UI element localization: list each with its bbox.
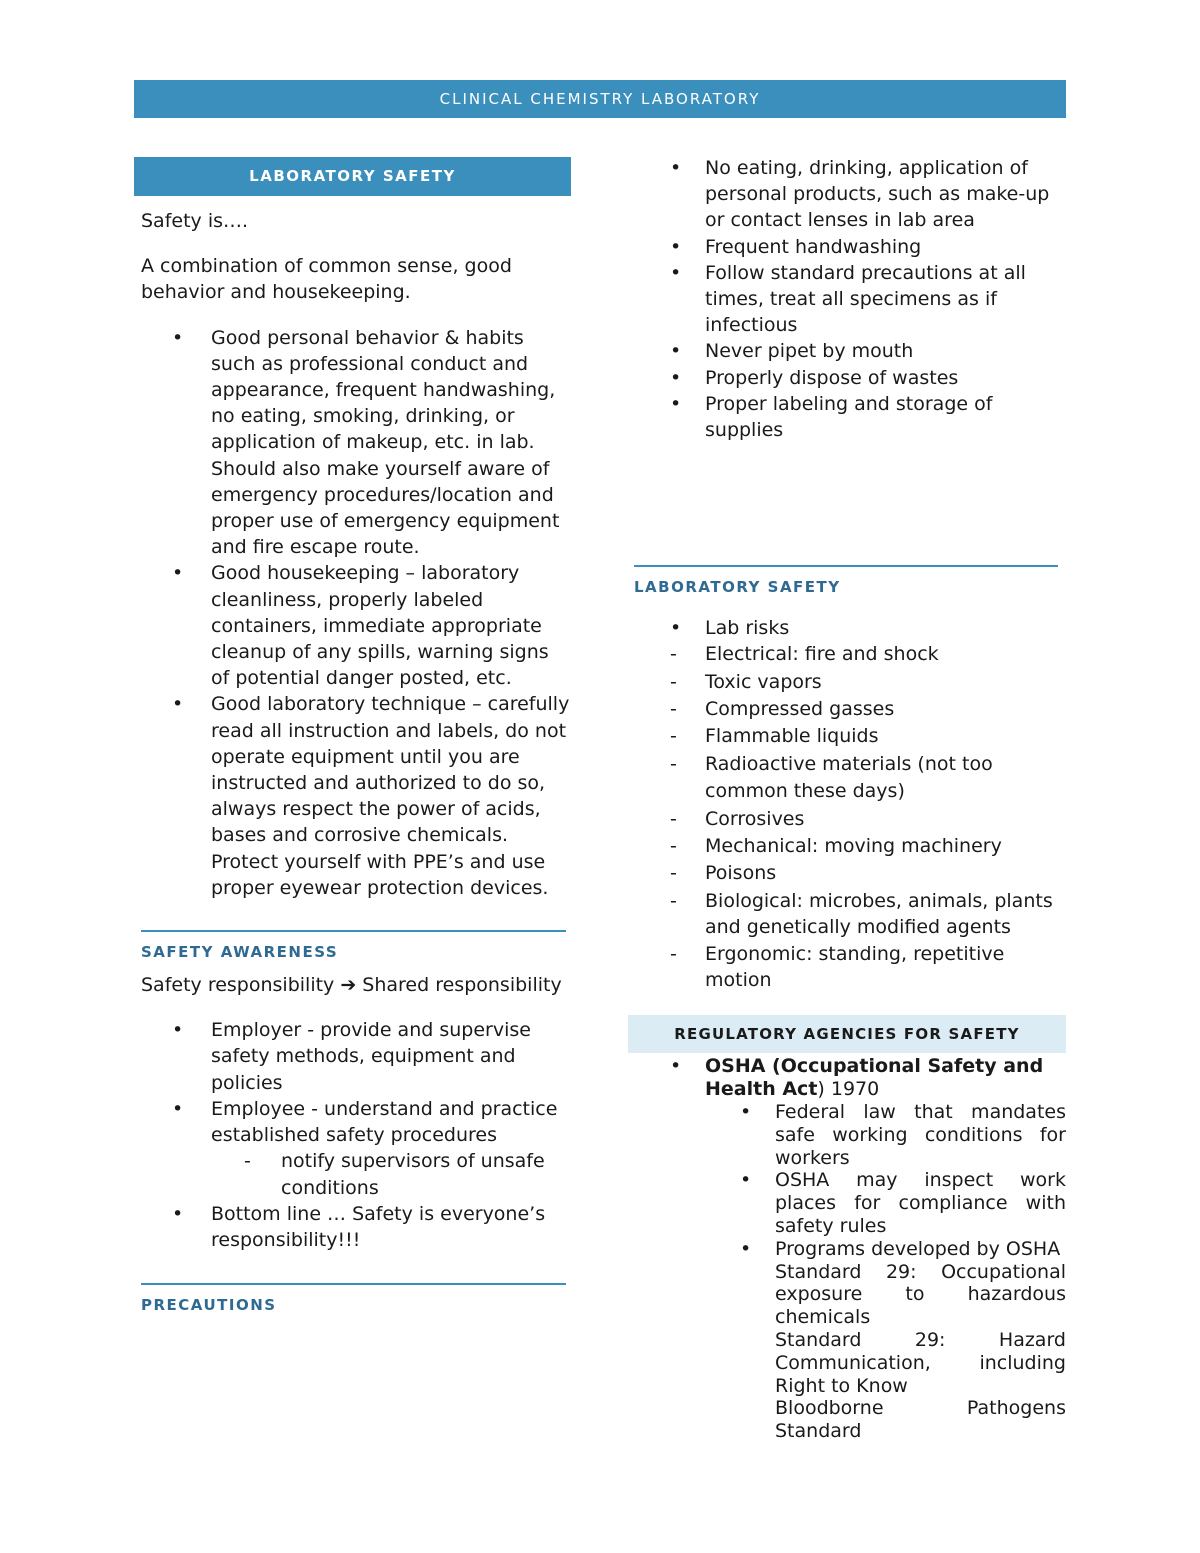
section-heading-laboratory-safety: LABORATORY SAFETY — [134, 157, 571, 196]
bullet-icon: • — [670, 392, 682, 415]
list-item: - Mechanical: moving machinery — [628, 833, 1066, 860]
bullet-icon: • — [740, 1101, 752, 1124]
bullet-icon: • — [670, 340, 682, 363]
list-item: • Properly dispose of wastes — [634, 365, 1066, 391]
list-item: • Never pipet by mouth — [634, 338, 1066, 364]
regulatory-list — [628, 1055, 1066, 1443]
list-item: • Good housekeeping – laboratory cleanliness, properly labeled containers, immediate appropriate cleanup of any spills, warning signs of potential danger posted, etc. — [172, 562, 549, 690]
intro-text: Safety responsibility ➔ Shared responsibility — [141, 974, 562, 997]
left-column — [134, 157, 571, 1322]
risk-list — [628, 615, 1066, 993]
standard-item: Bloodborne Pathogens Standard — [775, 1397, 1066, 1443]
list-item: • Federal law that mandates safe working conditions for workers — [740, 1101, 1066, 1169]
list-item: • Good personal behavior & habits such as professional conduct and appearance, frequent handwashing, no eating, smoking, drinking, or application of makeup, etc. in lab. Should also make yourself aware of emergency procedures/location and proper use of emergency equipment and fire escape route. — [172, 326, 560, 559]
list-item: - Electrical: fire and shock — [628, 641, 1066, 668]
document-banner: CLINICAL CHEMISTRY LABORATORY — [134, 80, 1066, 118]
dash-icon: - — [670, 807, 677, 830]
dash-icon: - — [244, 1150, 251, 1173]
bullet-icon: • — [670, 617, 682, 639]
bullet-icon: • — [670, 157, 682, 179]
dash-icon: - — [670, 942, 677, 965]
bullet-icon: • — [172, 562, 184, 585]
list-item: • Good laboratory technique – carefully read all instruction and labels, do not operate equipment until you are instructed and authorized to do so, always respect the power of acids, bases and corrosive chemicals. Protect yourself with PPE’s and use proper eyewear protection devices. — [172, 693, 570, 899]
bullet-icon: • — [740, 1237, 752, 1260]
list-item: • Follow standard precautions at all times, treat all specimens as if infectious — [670, 261, 1026, 337]
bullet-icon: • — [172, 693, 184, 716]
list-item: - Biological: microbes, animals, plants and genetically modified agents — [670, 889, 1053, 939]
dash-icon: - — [670, 752, 677, 775]
section-heading-precautions: PRECAUTIONS — [141, 1283, 566, 1322]
bullet-icon: • — [172, 326, 184, 349]
right-column-lab-safety — [628, 565, 1066, 1443]
bullet-icon: • — [172, 1202, 184, 1225]
list-item: - notify supervisors of unsafe conditions — [244, 1150, 545, 1199]
list-item: • Frequent handwashing — [634, 234, 1066, 260]
list-item: - Corrosives — [628, 806, 1066, 833]
intro-text: A combination of common sense, good behavior and housekeeping. — [141, 255, 512, 304]
bullet-icon: • — [670, 1055, 682, 1078]
dash-icon: - — [670, 725, 677, 748]
intro-text: Safety is…. — [141, 210, 249, 232]
bullet-list — [134, 325, 571, 901]
dash-icon: - — [670, 698, 677, 721]
dash-icon: - — [670, 643, 677, 666]
right-column-precautions — [634, 155, 1066, 443]
dash-icon: - — [670, 835, 677, 858]
list-item: • OSHA may inspect work places for compliance with safety rules — [740, 1169, 1066, 1238]
bullet-list — [134, 1017, 571, 1253]
list-item: • Employee - understand and practice established safety procedures — [172, 1097, 558, 1147]
section-heading-laboratory-safety-2: LABORATORY SAFETY — [634, 565, 1058, 604]
section-heading-regulatory-agencies: REGULATORY AGENCIES FOR SAFETY — [628, 1015, 1066, 1053]
list-item: - Ergonomic: standing, repetitive motion — [670, 942, 1005, 992]
bullet-icon: • — [172, 1097, 184, 1120]
bullet-list — [634, 155, 1066, 443]
list-item: • No eating, drinking, application of personal products, such as make-up or contact lenses in lab area — [670, 157, 1050, 232]
standard-item: Standard 29: Occupational exposure to hazardous chemicals — [775, 1260, 1066, 1329]
standard-item: Standard 29: Hazard Communication, including Right to Know — [775, 1329, 1066, 1397]
bullet-icon: • — [172, 1019, 184, 1042]
bullet-icon: • — [670, 235, 682, 258]
dash-icon: - — [670, 670, 677, 693]
dash-icon: - — [670, 889, 677, 912]
list-item: - Poisons — [628, 860, 1066, 887]
bullet-icon: • — [740, 1169, 752, 1192]
bullet-icon: • — [670, 261, 682, 284]
list-item: • Programs developed by OSHA Standard 29: Occupational exposure to hazardous chemicals Standard 29: Hazard Communication, including Right to Know Bloodborne Pathogens Standard — [740, 1237, 1066, 1443]
list-item: - Toxic vapors — [628, 669, 1066, 696]
list-item: • Employer - provide and supervise safety methods, equipment and policies — [172, 1019, 531, 1094]
list-item: • Lab risks — [628, 615, 1066, 641]
list-item: • Bottom line … Safety is everyone’s responsibility!!! — [172, 1202, 546, 1251]
list-item: - Compressed gasses — [628, 696, 1066, 723]
list-item: - Flammable liquids — [628, 723, 1066, 750]
list-item: • Proper labeling and storage of supplies — [670, 392, 993, 442]
list-item: - Radioactive materials (not too common these days) — [670, 752, 993, 803]
list-item: • OSHA (Occupational Safety and Health Act) 1970 — [670, 1055, 1044, 1101]
section-heading-safety-awareness: SAFETY AWARENESS — [141, 930, 566, 969]
dash-icon: - — [670, 862, 677, 885]
bullet-icon: • — [670, 366, 682, 389]
